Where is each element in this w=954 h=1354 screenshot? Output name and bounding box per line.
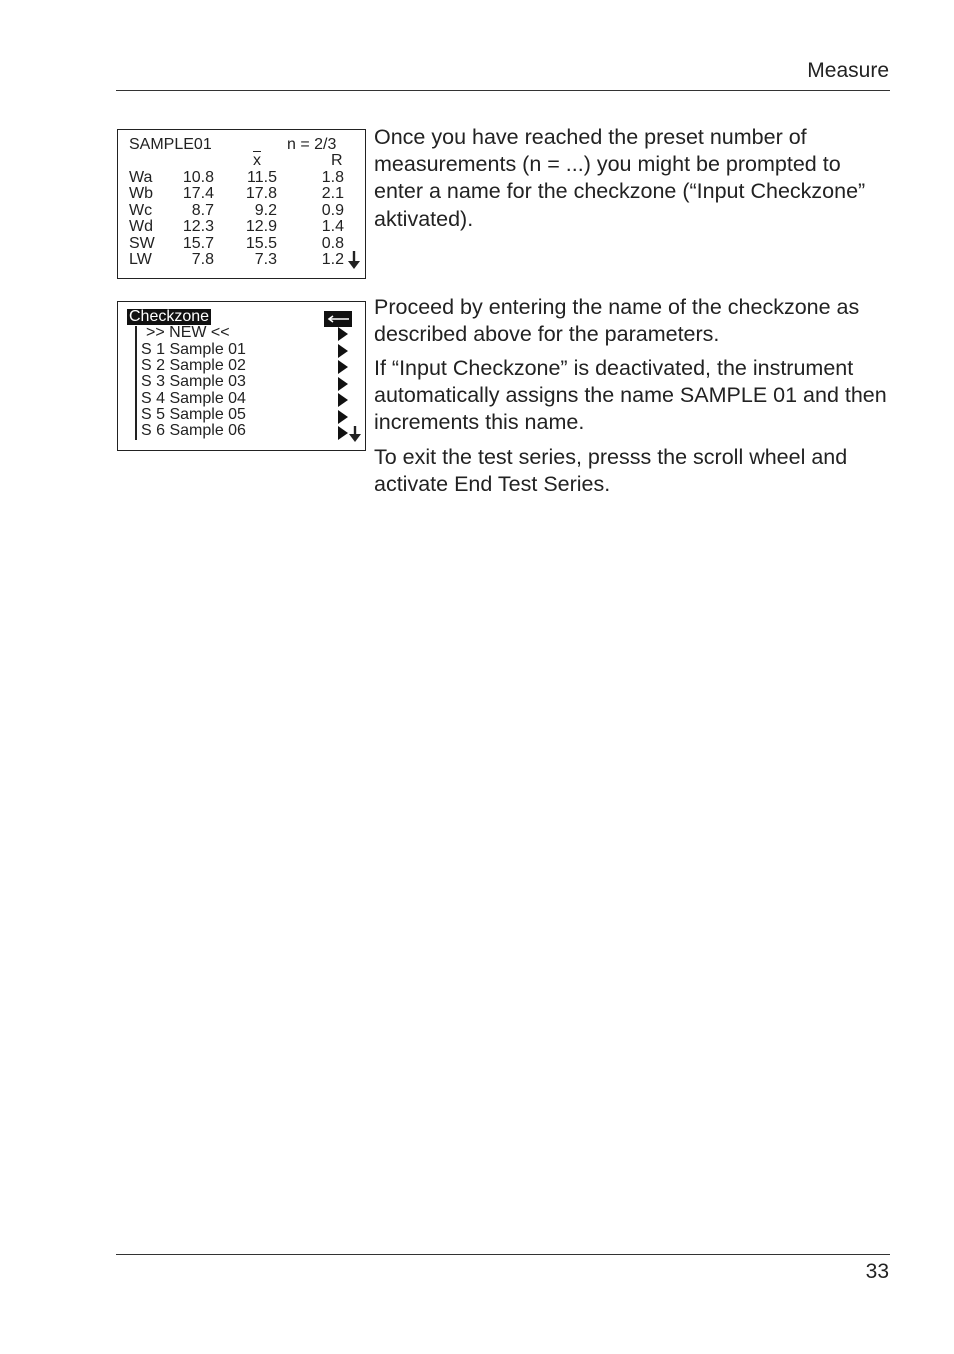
value-mean: 17.8: [245, 185, 277, 203]
value-range: 2.1: [321, 185, 344, 203]
value-range: 1.4: [321, 218, 344, 236]
down-arrow-icon: [347, 250, 361, 270]
header-rule: [116, 90, 890, 91]
value-mean: 15.5: [245, 234, 277, 252]
checkzone-list: [141, 342, 246, 440]
list-item[interactable]: S 6 Sample 06: [141, 422, 246, 440]
value-current: 17.4: [182, 185, 214, 203]
value-current: 7.8: [191, 250, 214, 268]
row-label: LW: [129, 250, 152, 268]
value-range: 1.2: [321, 250, 344, 268]
value-mean: 7.3: [254, 250, 277, 268]
value-current: 8.7: [191, 201, 214, 219]
measurement-count: n = 2/3: [287, 136, 337, 153]
table-row: [118, 186, 365, 202]
right-triangle-icon: [337, 377, 349, 391]
value-mean: 11.5: [247, 169, 277, 186]
list-item[interactable]: S 5 Sample 05: [141, 406, 246, 424]
right-triangle-icon: [337, 327, 349, 341]
value-range: 0.8: [321, 234, 344, 252]
range-header: R: [331, 152, 343, 169]
table-row: [118, 170, 365, 186]
right-triangle-icon: [337, 360, 349, 374]
down-arrow-icon: [348, 425, 362, 443]
menu-divider: [135, 326, 137, 440]
table-row: [118, 219, 365, 235]
sample-name: SAMPLE01: [129, 136, 212, 153]
row-label: SW: [129, 234, 155, 252]
list-item[interactable]: S 2 Sample 02: [141, 356, 246, 374]
value-range: 0.9: [321, 201, 344, 219]
checkzone-menu: [117, 301, 366, 451]
row-label: Wa: [129, 169, 153, 186]
list-item[interactable]: S 3 Sample 03: [141, 373, 246, 391]
checkzone-title: Checkzone: [129, 308, 210, 325]
right-triangle-icon: [337, 393, 349, 407]
footer-rule: [116, 1254, 890, 1255]
list-item[interactable]: S 4 Sample 04: [141, 389, 246, 407]
value-current: 10.8: [182, 169, 214, 186]
mean-header: $\overline{x}$: [253, 152, 261, 169]
value-range: 1.8: [321, 169, 344, 186]
header-title: Measure: [807, 59, 889, 82]
measurement-table: [118, 170, 365, 268]
list-item[interactable]: S 1 Sample 01: [141, 340, 246, 358]
row-label: Wb: [129, 185, 153, 203]
right-triangle-icon: [337, 344, 349, 358]
value-current: 15.7: [182, 234, 214, 252]
measurement-display: [117, 129, 366, 279]
table-row: [118, 236, 365, 252]
row-label: Wd: [129, 218, 153, 236]
table-row: [118, 203, 365, 219]
page-number: 33: [865, 1260, 889, 1283]
paragraph-auto-name: If “Input Checkzone” is deactivated, the instrument automatically assigns the name SAMPLE 01 and then increments this name.: [374, 356, 887, 435]
new-item[interactable]: >> NEW <<: [146, 324, 230, 341]
value-mean: 12.9: [245, 218, 277, 236]
back-arrow-icon[interactable]: [324, 311, 352, 327]
value-mean: 9.2: [254, 201, 277, 219]
row-label: Wc: [129, 201, 153, 219]
paragraph-enter-name: Proceed by entering the name of the checkzone as described above for the parameters.: [374, 295, 860, 347]
value-current: 12.3: [182, 218, 214, 236]
right-triangle-icon: [337, 410, 349, 424]
table-row: [118, 252, 365, 268]
paragraph-exit-series: To exit the test series, presss the scroll wheel and activate End Test Series.: [374, 445, 848, 497]
paragraph-preset-measurements: Once you have reached the preset number of measurements (n = ...) you might be prompted to enter a name for the checkzone (“Input Checkzone” aktivated).: [374, 125, 866, 231]
